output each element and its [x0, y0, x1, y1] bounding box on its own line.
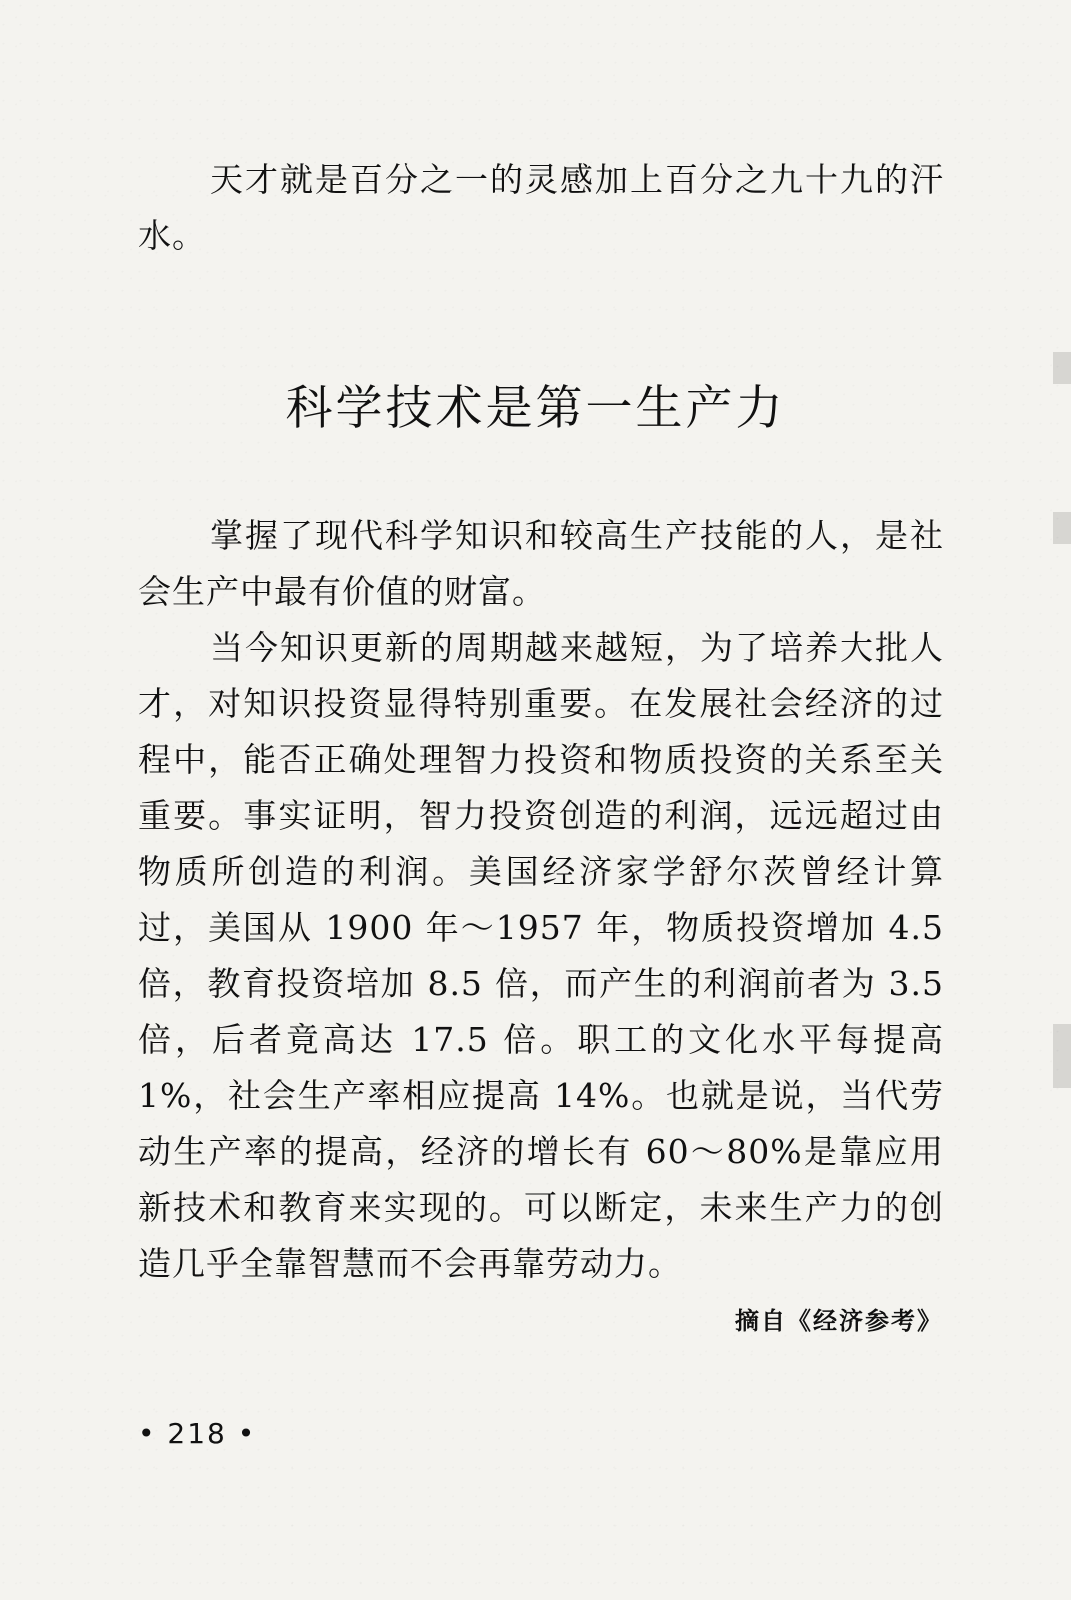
- article-title: 科学技术是第一生产力: [285, 381, 786, 436]
- page-number: • 218 •: [138, 1417, 257, 1450]
- article-body: [138, 508, 944, 1292]
- quote-text: [138, 152, 944, 264]
- scan-edge-shadow: [1053, 0, 1071, 1600]
- article-paragraph: 当今知识更新的周期越来越短，为了培养大批人才，对知识投资显得特别重要。在发展社会经济的过程中，能否正确处理智力投资和物质投资的关系至关重要。事实证明，智力投资创造的利润，远远超过由物质所创造的利润。美国经济家学舒尔茨曾经计算过，美国从 1900 年～1957 年，物质投资增加 4.5 倍，教育投资培加 8.5 倍，而产生的利润前者为 3.5 倍，后者竟高达 17.5 倍。职工的文化水平每提高 1%，社会生产率相应提高 14%。也就是说，当代劳动生产率的提高，经济的增长有 60～80%是靠应用新技术和教育来实现的。可以断定，未来生产力的创造几乎全靠智慧而不会再靠劳动力。: [138, 628, 944, 1283]
- quote-paragraph: 天才就是百分之一的灵感加上百分之九十九的汗水。: [138, 160, 944, 255]
- source-citation: 摘自《经济参考》: [735, 1306, 943, 1335]
- article-paragraph: 掌握了现代科学知识和较高生产技能的人，是社会生产中最有价值的财富。: [138, 516, 944, 611]
